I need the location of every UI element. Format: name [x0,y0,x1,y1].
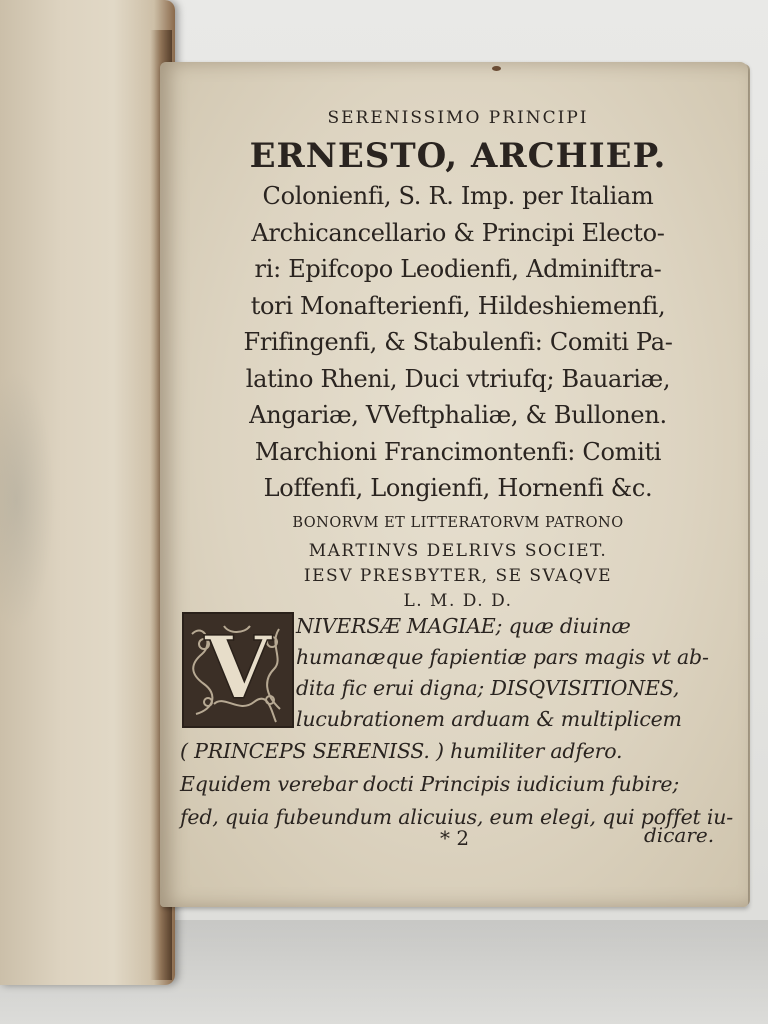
signature-mark: * 2 [440,826,470,850]
text-line: humanæque fapientiæ pars magis vt ab- [296,645,709,669]
patron-line: BONORVM ET LITTERATORVM PATRONO [292,514,624,531]
title-line: Angariæ, VVeftphaliæ, & Bullonen. [249,401,667,429]
ink-spot [492,66,501,71]
text-line: Equidem verebar docti Principis iudicium fubire; [180,772,680,796]
dedication-line: MARTINVS DELRIVS SOCIET. [308,540,608,561]
text-line: fed, quia fubeundum alicuius, eum elegi, qui poffet iu- [180,805,733,829]
left-page-foxing [0,370,55,630]
title-line: Marchioni Francimontenfi: Comiti [254,437,662,466]
title-line: Frifingenfi, & Stabulenfi: Comiti Pa- [243,328,673,356]
title-line: Loffenfi, Longienfi, Hornenfi &c. [263,474,653,502]
dedication-line: IESV PRESBYTER, SE SVAQVE [303,565,613,586]
text-line: dita fic erui digna; DISQVISITIONES, [296,676,680,700]
title-line: tori Monafterienfi, Hildeshiemenfi, [250,291,666,320]
body-text [180,735,736,834]
title-line: latino Rheni, Duci vtriufq; Bauariæ, [245,364,671,393]
title-line: Archicancellario & Principi Electo- [251,218,665,247]
title-block [180,102,736,614]
decorated-initial [182,612,294,728]
title-line: Colonienfi, S. R. Imp. per Italiam [262,182,654,210]
title-line: ERNESTO, ARCHIEP. [249,136,667,176]
title-line: ri: Epifcopo Leodienfi, Adminiftra- [254,255,662,283]
text-line: NIVERSÆ MAGIAE; quæ diuinæ [296,614,631,638]
text-line: lucubrationem arduam & multiplicem [296,707,682,731]
dedication-line: L. M. D. D. [403,590,513,611]
catchword: dicare. [644,823,715,847]
initial-letter: V [204,618,272,719]
text-line: ( PRINCEPS SERENISS. ) humiliter adfero. [180,739,623,763]
ornament-icon [184,614,292,726]
indented-text [296,611,736,735]
title-line: SERENISSIMO PRINCIPI [327,108,589,128]
